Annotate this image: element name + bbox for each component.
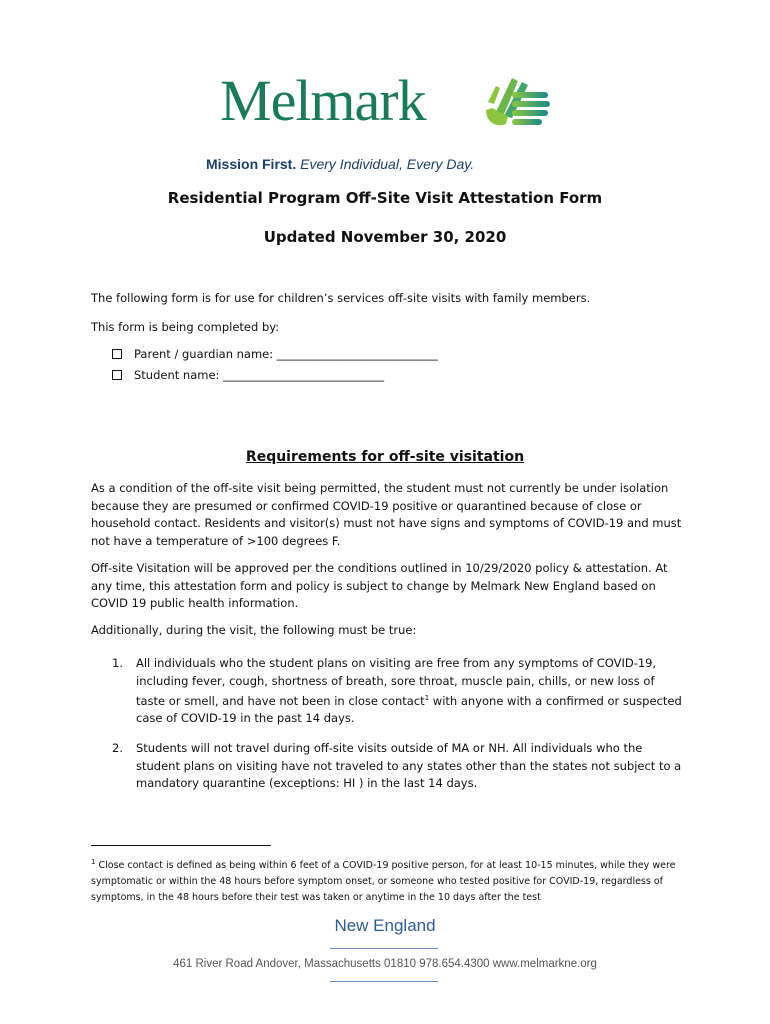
melmark-logo	[220, 66, 560, 136]
logo-wordmark: Melmark	[220, 68, 426, 133]
list-text: Students will not travel during off-site visits outside of MA or NH. All individuals who the student plans on visiting have not traveled to any states other than the states not subject to a mandatory quarantine (exceptions: HI ) in the last 14 days.	[136, 741, 682, 790]
footnote	[91, 854, 681, 906]
list-item	[112, 655, 682, 727]
paragraph-additionally: Additionally, during the visit, the following must be true:	[91, 623, 417, 637]
completed-by-label: This form is being completed by:	[91, 320, 280, 334]
hands-logo-icon	[482, 72, 552, 132]
checkbox-label: Parent / guardian name: ____________________________	[134, 347, 438, 361]
checkbox-label: Student name: ____________________________	[134, 368, 385, 382]
footnote-mark: 1	[91, 858, 96, 866]
checkbox-icon[interactable]	[112, 349, 122, 359]
tagline-strong: Mission First.	[206, 156, 297, 172]
footnote-divider	[91, 845, 271, 846]
list-item	[112, 740, 682, 796]
paragraph-policy: Off-site Visitation will be approved per the conditions outlined in 10/29/2020 policy & attestation. At any time, this attestation form and policy is subject to change by Melmark New England based on COVID 19 public health information.	[91, 561, 668, 610]
footer-divider-top	[330, 948, 438, 949]
footnote-ref: 1	[424, 694, 430, 702]
paragraph-isolation: As a condition of the off-site visit being permitted, the student must not currently be under isolation because they are presumed or confirmed COVID-19 positive or quarantined because of close or household contact. Residents and visitor(s) must not have signs and symptoms of COVID-19 and must not have a temperature of >100 degrees F.	[91, 481, 682, 548]
requirements-heading: Requirements for off-site visitation	[245, 449, 525, 465]
list-text-part: All individuals who the student plans on visiting are free from any symptoms of COVID-19, including fever, cough, shortness of breath, sore throat, muscle pain, chills, or new loss of taste or smell, and have not been in close contact	[136, 656, 657, 708]
footer-divider-bottom	[330, 981, 438, 982]
footnote-text: Close contact is defined as being within 6 feet of a COVID-19 positive person, for at least 10-15 minutes, while they were symptomatic or within the 48 hours before symptom onset, or someone who tested positive for COVID-19, regardless of symptoms, in the 48 hours before their test was taken or anytime in the 10 days after the test	[91, 860, 676, 904]
checkbox-icon[interactable]	[112, 370, 122, 380]
footer-region: New England	[334, 916, 436, 935]
list-text-part: with anyone with a confirmed or suspected case of COVID-19 in the past 14 days.	[136, 693, 682, 726]
parent-guardian-checkbox[interactable]	[112, 347, 438, 361]
footer-address: 461 River Road Andover, Massachusetts 01810 978.654.4300 www.melmarkne.org	[173, 958, 597, 970]
list-number: 2.	[112, 741, 123, 755]
form-subtitle: Updated November 30, 2020	[263, 228, 507, 246]
tagline-italic: Every Individual, Every Day.	[300, 156, 475, 172]
list-text	[136, 655, 686, 728]
intro-text: The following form is for use for children’s services off-site visits with family members.	[91, 291, 591, 305]
form-title: Residential Program Off-Site Visit Attestation Form	[167, 189, 603, 207]
student-checkbox[interactable]	[112, 368, 384, 382]
tagline	[206, 156, 474, 172]
list-number: 1.	[112, 656, 123, 670]
